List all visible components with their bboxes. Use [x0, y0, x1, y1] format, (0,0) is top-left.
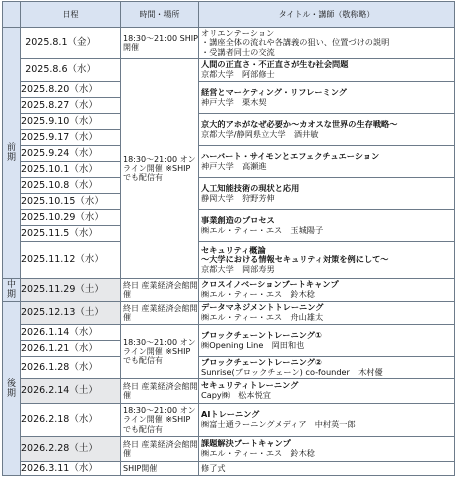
table-row	[3, 178, 455, 194]
session-content	[199, 404, 455, 437]
header-period	[3, 2, 21, 28]
session-lecturer: 神戸大学 高瀬進	[201, 160, 267, 171]
venue-cell: 終日 産業経済会館開催	[121, 279, 199, 302]
venue-cell: 18:30～21:00 SHIP開催	[121, 28, 199, 59]
session-title: 京大的アホがなぜ必要か～カオスな世界の生存戦略～	[201, 118, 398, 129]
venue-cell: 18:30～21:00 オンライン開催 ※SHIPでも配信有	[121, 404, 199, 437]
session-content	[199, 437, 455, 462]
session-content	[199, 146, 455, 178]
venue-cell: 18:30～21:00 オンライン開催 ※SHIPでも配信有	[121, 59, 199, 279]
venue-cell: 終日 産業経済会館開催	[121, 437, 199, 462]
session-title: 人間の正直さ・不正直さが生む社会問題	[201, 59, 349, 70]
session-title: ハーバート・サイモンとエフェクチュエーション	[201, 150, 380, 161]
session-title: クロスイノベーションブートキャンプ	[201, 279, 339, 290]
session-content	[199, 279, 455, 302]
session-title: 経営とマーケティング・リフレーミング	[201, 86, 347, 97]
session-lecturer: 神戸大学 栗木契	[201, 96, 267, 107]
session-content	[199, 462, 455, 476]
session-details: ・講座全体の流れや各講義の狙い、位置づけの説明 ・受講者同士の交流	[201, 37, 390, 57]
date-cell: 2026.1.28（水）	[21, 357, 121, 379]
session-content	[199, 114, 455, 146]
table-row	[3, 59, 455, 82]
session-content	[199, 242, 455, 279]
table-header-row	[3, 2, 455, 28]
table-row	[3, 462, 455, 476]
session-lecturer: ㈱エル・ティー・エス 舟山雄太	[201, 312, 324, 322]
table-row	[3, 28, 455, 59]
session-lecturer: ㈱Opening Line 岡田和也	[201, 339, 305, 350]
session-title: ブロックチェーントレーニング②	[201, 356, 322, 367]
table-row	[3, 302, 455, 325]
table-row	[3, 325, 455, 341]
session-content	[199, 28, 455, 59]
date-cell: 2025.10.15（水）	[21, 194, 121, 210]
header-venue: 時間・場所	[121, 2, 199, 28]
table-row	[3, 146, 455, 162]
session-lecturer: 京都大学 岡部寿男	[201, 263, 275, 274]
date-cell: 2025.9.10（水）	[21, 114, 121, 130]
header-date: 日程	[21, 2, 121, 28]
date-cell: 2026.3.11（水）	[21, 462, 121, 476]
session-content	[199, 379, 455, 404]
session-title: 事業創造のプロセス	[201, 214, 275, 225]
table-row	[3, 279, 455, 302]
date-cell: 2026.2.28（土）	[21, 437, 121, 462]
date-cell: 2025.11.12（水）	[21, 242, 121, 279]
date-cell: 2026.2.14（土）	[21, 379, 121, 404]
venue-cell: SHIP開催	[121, 462, 199, 476]
session-lecturer: ㈱エル・ティー・エス 鈴木稔	[201, 448, 315, 458]
session-title: ブロックチェーントレーニング①	[201, 329, 322, 340]
session-title: セキュリティトレーニング	[201, 380, 299, 391]
date-cell: 2025.10.29（水）	[21, 210, 121, 226]
table-row	[3, 357, 455, 379]
period-label-middle: 中期	[3, 279, 21, 302]
date-cell: 2025.8.20（水）	[21, 82, 121, 98]
table-row	[3, 82, 455, 98]
table-row	[3, 404, 455, 437]
date-cell: 2025.8.27（水）	[21, 98, 121, 114]
date-cell: 2025.9.24（水）	[21, 146, 121, 162]
session-content	[199, 210, 455, 242]
date-cell: 2025.10.8（水）	[21, 178, 121, 194]
session-content	[199, 302, 455, 325]
session-title: オリエンテーション	[201, 27, 275, 38]
table-row	[3, 379, 455, 404]
session-lecturer: Capy㈱ 松本悦宜	[201, 390, 271, 400]
session-lecturer: Sunrise(ブロックチェーン) co-founder 木村優	[201, 366, 383, 377]
session-title: データマネジメントトレーニング	[201, 302, 324, 313]
date-cell: 2025.8.6（水）	[21, 59, 121, 82]
session-content	[199, 325, 455, 357]
period-label-early: 前期	[3, 28, 21, 279]
date-cell: 2025.9.17（水）	[21, 130, 121, 146]
venue-cell: 18:30～21:00 オンライン開催 ※SHIPでも配信有	[121, 325, 199, 379]
session-lecturer: ㈱エル・ティー・エス 鈴木稔	[201, 289, 315, 299]
date-cell: 2025.12.13（土）	[21, 302, 121, 325]
session-lecturer: 京都大学 阿部修士	[201, 69, 275, 79]
schedule-table	[2, 1, 455, 476]
session-title: 課題解決ブートキャンプ	[201, 438, 291, 449]
session-title: 修了式	[201, 462, 226, 473]
session-title: セキュリティ概論 ～大学における情報セキュリティ対策を例にして～	[201, 244, 389, 265]
date-cell: 2025.11.29（土）	[21, 279, 121, 302]
period-label-late: 後期	[3, 302, 21, 476]
session-content	[199, 357, 455, 379]
session-content	[199, 178, 455, 210]
table-row	[3, 242, 455, 279]
header-content: タイトル・講師（敬称略）	[199, 2, 455, 28]
session-content	[199, 59, 455, 82]
table-row	[3, 210, 455, 226]
session-lecturer: 京都大学/静岡県立大学 酒井敏	[201, 128, 319, 139]
date-cell: 2025.11.5（水）	[21, 226, 121, 242]
session-lecturer: ㈱エル・ティー・エス 玉城陽子	[201, 224, 324, 235]
table-row	[3, 114, 455, 130]
venue-cell: 終日 産業経済会館開催	[121, 379, 199, 404]
date-cell: 2025.10.1（水）	[21, 162, 121, 178]
session-content	[199, 82, 455, 114]
date-cell: 2025.8.1（金）	[21, 28, 121, 59]
date-cell: 2026.2.18（水）	[21, 404, 121, 437]
session-title: 人工知能技術の現状と応用	[201, 182, 300, 193]
date-cell: 2026.1.21（水）	[21, 341, 121, 357]
session-title: AIトレーニング	[201, 409, 260, 420]
venue-cell: 終日 産業経済会館開催	[121, 302, 199, 325]
table-row	[3, 437, 455, 462]
date-cell: 2026.1.14（水）	[21, 325, 121, 341]
session-lecturer: ㈱富士通ラーニングメディア 中村英一郎	[201, 419, 356, 429]
session-lecturer: 静岡大学 狩野芳伸	[201, 192, 275, 203]
